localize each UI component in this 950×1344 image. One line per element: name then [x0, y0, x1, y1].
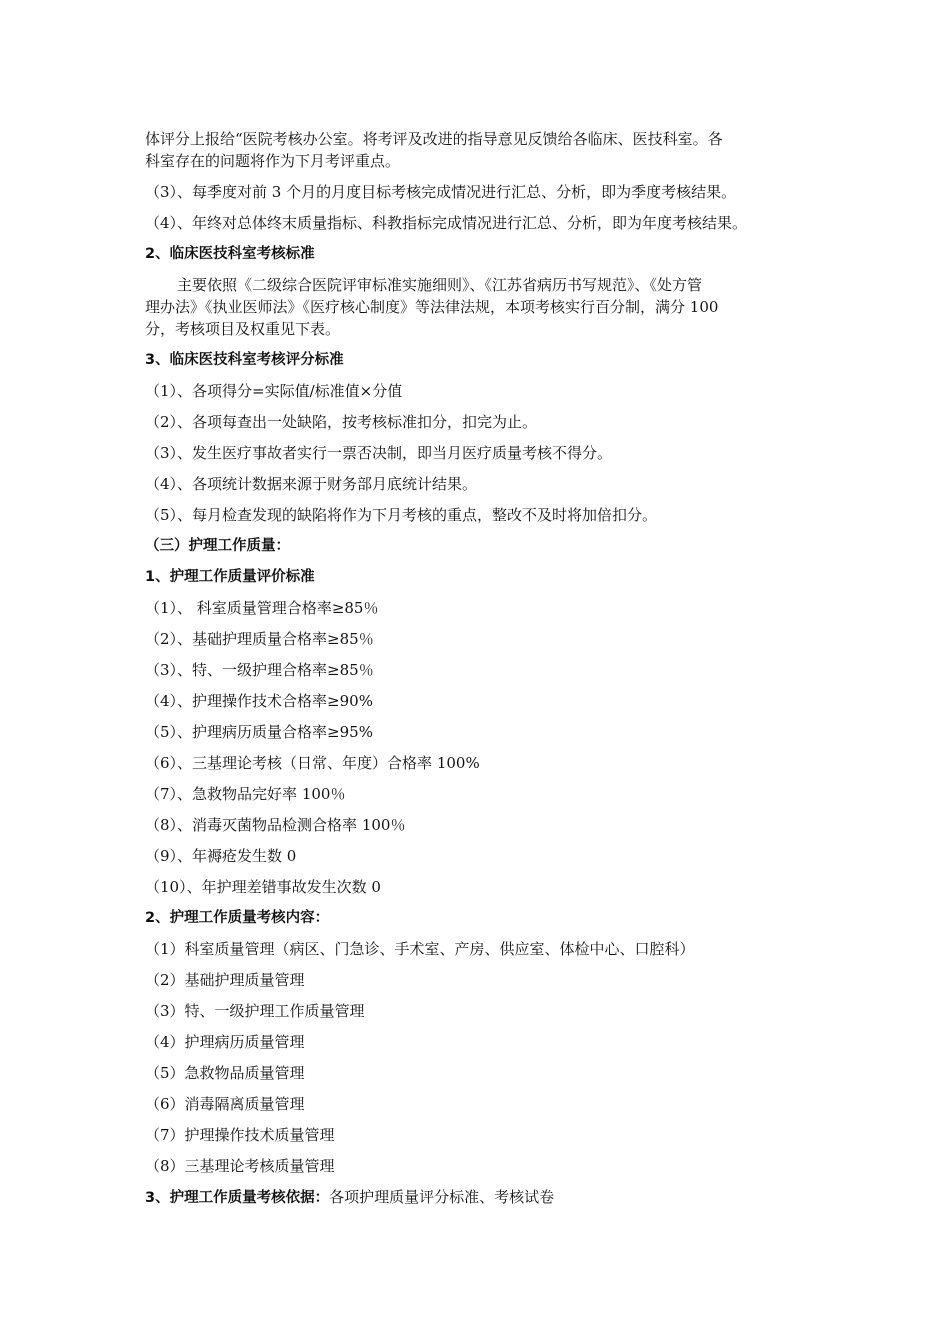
nursing-basis-line	[145, 1186, 825, 1208]
section2-para-line-1: 主要依照《二级综合医院评审标准实施细则》、《江苏省病历书写规范》、《处方管	[177, 276, 703, 294]
section2-para-line-2: 理办法》《执业医师法》《医疗核心制度》等法律法规，本项考核实行百分制，满分 100	[145, 298, 719, 316]
document-page	[145, 128, 825, 1217]
intro-item-3: （3）、每季度对前 3 个月的月度目标考核完成情况进行汇总、分析，即为季度考核结果。	[145, 183, 737, 201]
nursing-content-item: （4）护理病历质量管理	[145, 1033, 305, 1051]
nursing-standard-item: （7）、急救物品完好率 100％	[145, 785, 346, 803]
nursing-standard-item: （9）、年褥疮发生数 0	[145, 847, 297, 865]
intro-line-2: 科室存在的问题将作为下月考评重点。	[145, 152, 401, 170]
nursing-content-item: （2）基础护理质量管理	[145, 971, 305, 989]
nursing-standard-item: （10）、年护理差错事故发生次数 0	[145, 878, 381, 896]
nursing-basis-text: 各项护理质量评分标准、考核试卷	[329, 1188, 555, 1206]
nursing-content-item: （5）急救物品质量管理	[145, 1064, 305, 1082]
section3-item: （4）、各项统计数据来源于财务部月底统计结果。	[145, 475, 478, 493]
nursing-content-item: （8）三基理论考核质量管理	[145, 1157, 335, 1175]
nursing-standard-item: （1）、 科室质量管理合格率≥85％	[145, 599, 379, 617]
nursing-standard-heading: 1、护理工作质量评价标准	[145, 569, 315, 585]
section2-para-line-3: 分，考核项目及权重见下表。	[145, 320, 341, 338]
nursing-content-item: （3）特、一级护理工作质量管理	[145, 1002, 365, 1020]
nursing-content-heading: 2、护理工作质量考核内容：	[145, 910, 330, 926]
nursing-standard-item: （5）、护理病历质量合格率≥95%	[145, 723, 373, 741]
section3-heading: 3、临床医技科室考核评分标准	[145, 352, 344, 368]
nursing-basis-heading: 3、护理工作质量考核依据：	[145, 1190, 330, 1206]
nursing-standard-item: （2）、基础护理质量合格率≥85％	[145, 630, 374, 648]
section3-item: （1）、各项得分=实际值/标准值×分值	[145, 382, 403, 400]
nursing-standard-item: （8）、消毒灭菌物品检测合格率 100％	[145, 816, 406, 834]
intro-item-4: （4）、年终对总体终末质量指标、科教指标完成情况进行汇总、分析，即为年度考核结果。	[145, 214, 748, 232]
nursing-content-item: （6）消毒隔离质量管理	[145, 1095, 305, 1113]
nursing-heading: （三）护理工作质量：	[145, 538, 290, 554]
nursing-standard-item: （6）、三基理论考核（日常、年度）合格率 100%	[145, 754, 480, 772]
nursing-content-item: （1）科室质量管理（病区、门急诊、手术室、产房、供应室、体检中心、口腔科）	[145, 940, 695, 958]
nursing-standard-item: （4）、护理操作技术合格率≥90%	[145, 692, 373, 710]
intro-line-1: 体评分上报给“医院考核办公室。将考评及改进的指导意见反馈给各临床、医技科室。各	[145, 130, 723, 148]
nursing-content-item: （7）护理操作技术质量管理	[145, 1126, 335, 1144]
section2-heading: 2、临床医技科室考核标准	[145, 246, 315, 262]
section3-item: （2）、各项每查出一处缺陷，按考核标准扣分，扣完为止。	[145, 413, 538, 431]
section3-item: （3）、发生医疗事故者实行一票否决制，即当月医疗质量考核不得分。	[145, 444, 613, 462]
nursing-standard-item: （3）、特、一级护理合格率≥85％	[145, 661, 374, 679]
section3-item: （5）、每月检查发现的缺陷将作为下月考核的重点，整改不及时将加倍扣分。	[145, 506, 658, 524]
